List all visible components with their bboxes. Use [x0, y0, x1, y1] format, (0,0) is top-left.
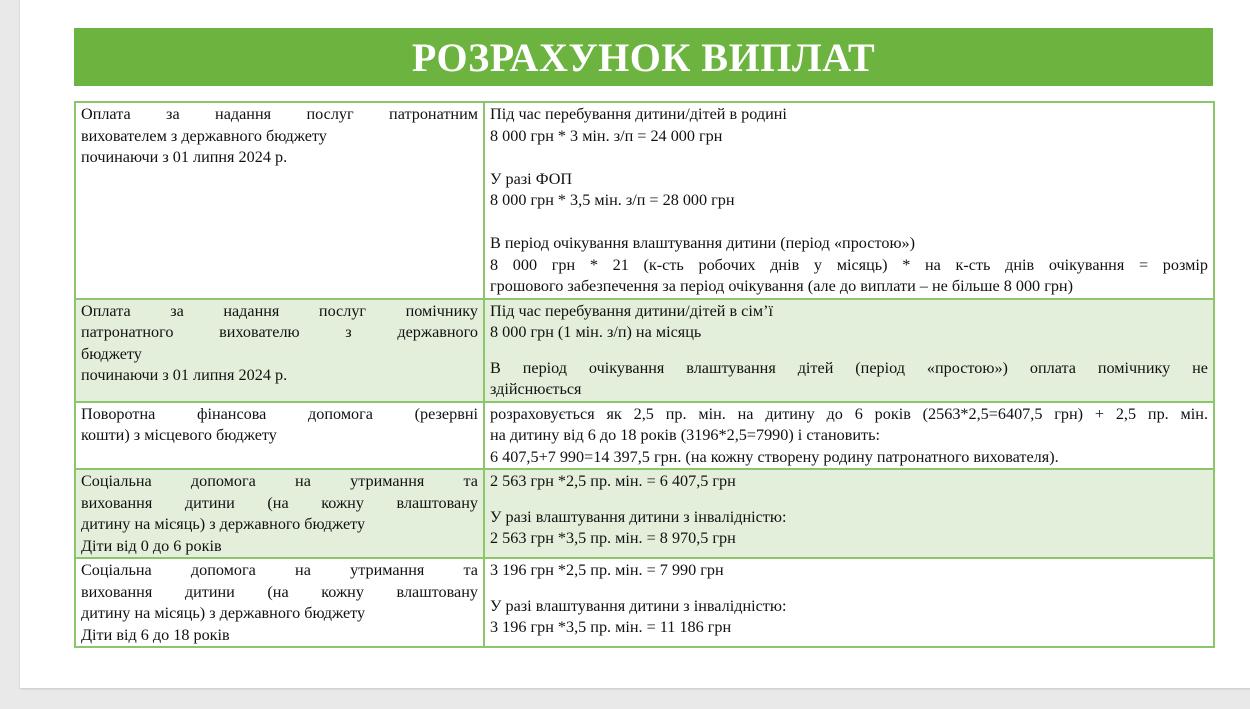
cell-line: патронатного вихователю з державного [81, 323, 478, 341]
cell-line: Під час перебування дитини/дітей в родині [490, 105, 787, 123]
cell-line: Оплата за надання послуг помічнику [81, 301, 478, 320]
cell-line: У разі влаштування дитини з інвалідністю: [490, 596, 787, 615]
cell-line: 8 000 грн * 21 (к-сть робочих днів у місяць) * на к-сть днів очікування = розмір [490, 255, 1208, 274]
cell-line: кошти) з місцевого бюджету [81, 426, 277, 444]
row-label-cell [75, 558, 484, 647]
row-label-cell [75, 102, 484, 299]
cell-line: В період очікування влаштування дітей (період «простою») оплата помічнику не [490, 358, 1208, 377]
table-row [75, 102, 1214, 299]
cell-line: бюджету [81, 344, 142, 363]
row-label-cell [75, 402, 484, 470]
cell-line: У разі ФОП [490, 169, 573, 188]
title-banner [74, 28, 1213, 86]
row-label-cell [75, 469, 484, 558]
cell-line: У разі влаштування дитини з інвалідністю: [490, 507, 787, 526]
cell-line: Поворотна фінансова допомога (резервні [81, 404, 478, 423]
cell-line: грошового забезпечення за період очікування (але до виплати – не більше 8 000 грн) [490, 277, 1073, 295]
row-value-cell [484, 469, 1214, 558]
row-label-cell [75, 299, 484, 402]
table-row [75, 558, 1214, 647]
row-value-cell [484, 102, 1214, 299]
cell-line: Оплата за надання послуг патронатним [81, 105, 478, 123]
cell-line: 3 196 грн *3,5 пр. мін. = 11 186 грн [490, 618, 732, 636]
cell-line: 8 000 грн (1 мін. з/п) на місяць [490, 323, 702, 341]
table-row [75, 402, 1214, 470]
payments-table [74, 101, 1215, 648]
cell-line: 6 407,5+7 990=14 397,5 грн. (на кожну створену родину патронатного вихователя). [490, 447, 1059, 466]
cell-line: В період очікування влаштування дитини (період «простою») [490, 234, 916, 252]
cell-line: 8 000 грн * 3 мін. з/п = 24 000 грн [490, 126, 723, 145]
cell-line: виховання дитини (на кожну влаштовану [81, 493, 478, 512]
cell-line: 2 563 грн *3,5 пр. мін. = 8 970,5 грн [490, 529, 736, 547]
cell-line: 8 000 грн * 3,5 мін. з/п = 28 000 грн [490, 191, 735, 209]
cell-line: починаючи з 01 липня 2024 р. [81, 366, 288, 384]
cell-line: 3 196 грн *2,5 пр. мін. = 7 990 грн [490, 561, 724, 579]
cell-line: здійснюється [490, 380, 582, 398]
cell-line: дитину на місяць) з державного бюджету [81, 515, 366, 533]
cell-line: розраховується як 2,5 пр. мін. на дитину до 6 років (2563*2,5=6407,5 грн) + 2,5 пр. мін. [490, 404, 1208, 423]
cell-line: вихователем з державного бюджету [81, 126, 327, 145]
cell-line: виховання дитини (на кожну влаштовану [81, 582, 478, 601]
table-row [75, 469, 1214, 558]
row-value-cell [484, 558, 1214, 647]
cell-line: Соціальна допомога на утримання та [81, 561, 478, 579]
row-value-cell [484, 402, 1214, 470]
cell-line: Діти від 6 до 18 років [81, 625, 230, 644]
cell-line: Під час перебування дитини/дітей в сім’ї [490, 301, 773, 320]
slide-title: РОЗРАХУНОК ВИПЛАТ [411, 34, 876, 80]
cell-line: починаючи з 01 липня 2024 р. [81, 148, 288, 166]
cell-line: Соціальна допомога на утримання та [81, 472, 478, 490]
table-row [75, 299, 1214, 402]
cell-line: дитину на місяць) з державного бюджету [81, 604, 366, 622]
cell-line: на дитину від 6 до 18 років (3196*2,5=7990) і становить: [490, 426, 880, 444]
row-value-cell [484, 299, 1214, 402]
cell-line: Діти від 0 до 6 років [81, 536, 222, 555]
cell-line: 2 563 грн *2,5 пр. мін. = 6 407,5 грн [490, 472, 736, 490]
